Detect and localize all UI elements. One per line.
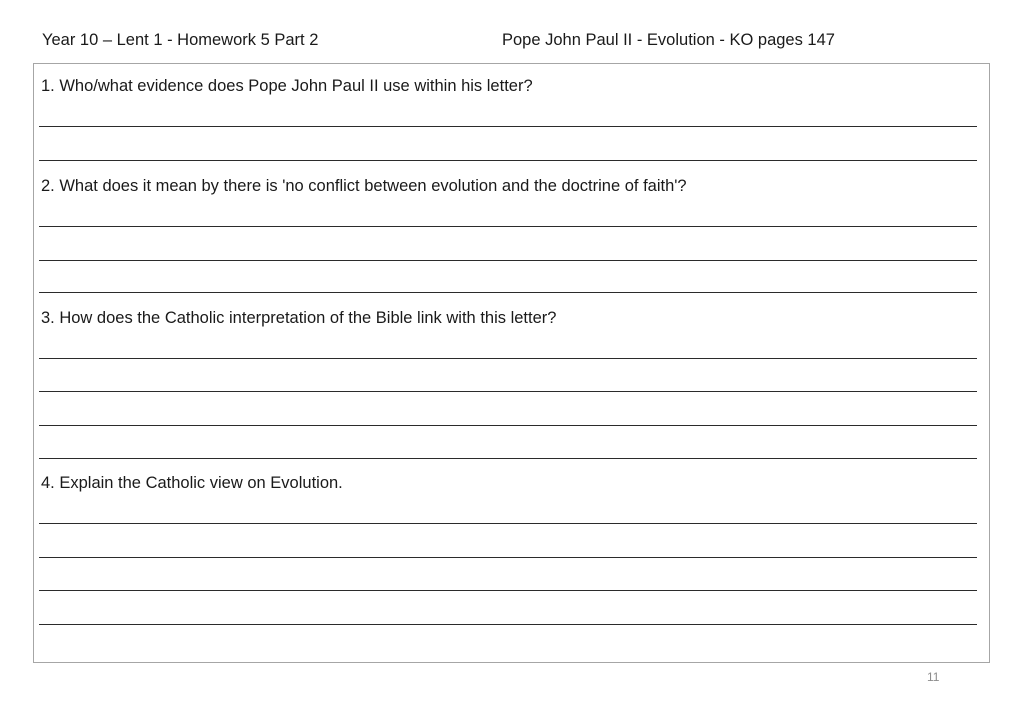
answer-line[interactable]	[39, 292, 977, 293]
answer-line[interactable]	[39, 458, 977, 459]
answer-line[interactable]	[39, 126, 977, 127]
answer-line[interactable]	[39, 160, 977, 161]
answer-line[interactable]	[39, 260, 977, 261]
answer-line[interactable]	[39, 557, 977, 558]
answer-line[interactable]	[39, 590, 977, 591]
question-4: 4. Explain the Catholic view on Evolution.	[41, 474, 343, 492]
answer-line[interactable]	[39, 391, 977, 392]
worksheet-box	[33, 63, 990, 663]
header-title: Year 10 – Lent 1 - Homework 5 Part 2	[42, 31, 319, 49]
answer-line[interactable]	[39, 624, 977, 625]
page-number: 11	[927, 670, 940, 684]
answer-line[interactable]	[39, 226, 977, 227]
answer-line[interactable]	[39, 523, 977, 524]
question-3: 3. How does the Catholic interpretation of the Bible link with this letter?	[41, 309, 557, 327]
answer-line[interactable]	[39, 425, 977, 426]
header-topic: Pope John Paul II - Evolution - KO pages 147	[502, 31, 835, 49]
answer-line[interactable]	[39, 358, 977, 359]
question-1: 1. Who/what evidence does Pope John Paul II use within his letter?	[41, 77, 533, 95]
question-2: 2. What does it mean by there is 'no conflict between evolution and the doctrine of faith'?	[41, 177, 687, 195]
